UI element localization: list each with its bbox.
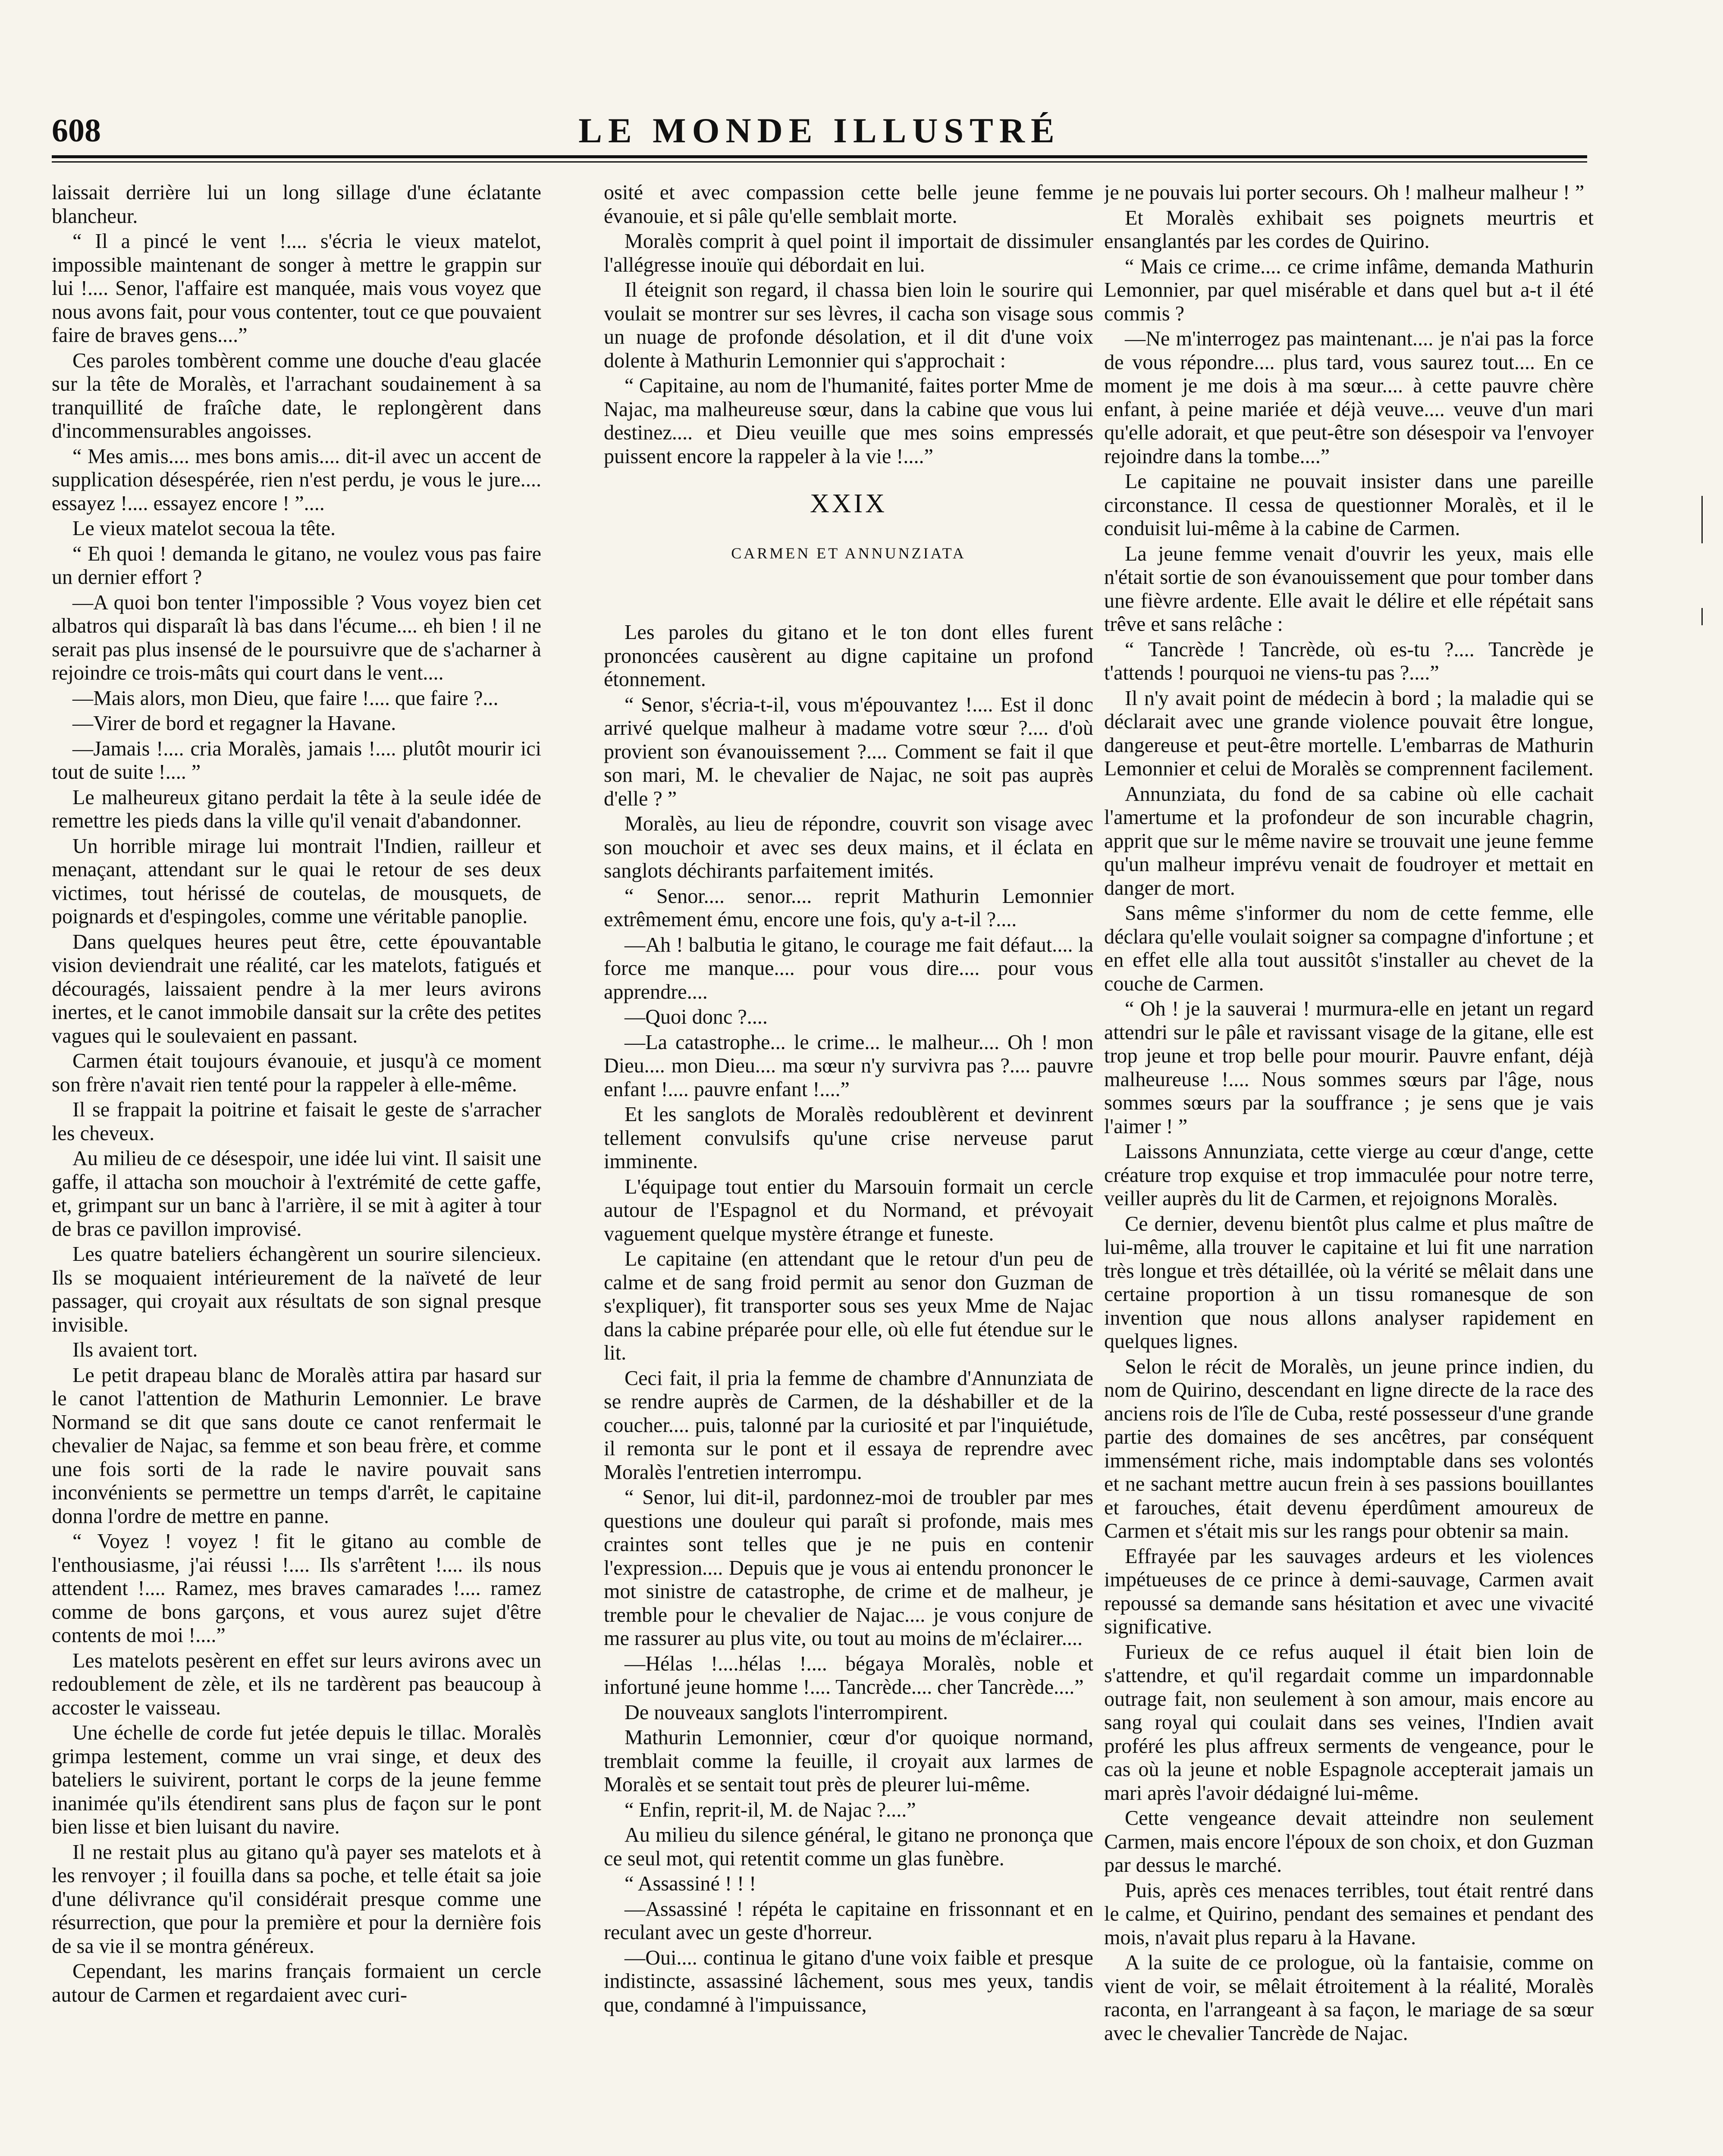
paragraph: Moralès, au lieu de répondre, couvrit son visage avec son mouchoir et avec ses deux mains, et il éclata en sanglots déchirants parfaitement imités. — [604, 812, 1093, 882]
paragraph: Carmen était toujours évanouie, et jusqu'à ce moment son frère n'avait rien tenté pour la rappeler à elle-même. — [52, 1050, 541, 1096]
paragraph: osité et avec compassion cette belle jeune femme évanouie, et si pâle qu'elle semblait morte. — [604, 181, 1093, 228]
page-number: 608 — [52, 113, 101, 149]
paragraph: Ces paroles tombèrent comme une douche d'eau glacée sur la tête de Moralès, et l'arrachant soudainement à sa tranquillité de fraîche date, le replongèrent dans d'incommensurables angoisses. — [52, 349, 541, 442]
header-rule-thick — [52, 155, 1587, 158]
paragraph: —Oui.... continua le gitano d'une voix faible et presque indistincte, assassiné lâchement, sous mes yeux, tandis que, condamné à l'impuissance, — [604, 1946, 1093, 2016]
paragraph: Le capitaine (en attendant que le retour d'un peu de calme et de sang froid permit au senor don Guzman de s'expliquer), fit transporter sous ses yeux Mme de Najac dans la cabine préparée pour elle, où elle fut étendue sur le lit. — [604, 1247, 1093, 1364]
paragraph: Au milieu de ce désespoir, une idée lui vint. Il saisit une gaffe, il attacha son mouchoir à l'extrémité de cette gaffe, et, grimpant sur un banc à l'arrière, il se mit à agiter à tour de bras ce pavillon improvisé. — [52, 1147, 541, 1241]
paragraph: Il n'y avait point de médecin à bord ; la maladie qui se déclarait avec une grande violence pouvait être longue, dangereuse et peut-être mortelle. L'embarras de Mathurin Lemonnier et celui de Moralès se comprennent facilement. — [1104, 686, 1594, 780]
paragraph: —La catastrophe... le crime... le malheur.... Oh ! mon Dieu.... mon Dieu.... ma sœur n'y survivra pas ?.... pauvre enfant !.... pauvre enfant !....” — [604, 1031, 1093, 1101]
paragraph: —Quoi donc ?.... — [625, 1006, 768, 1028]
paragraph: Sans même s'informer du nom de cette femme, elle déclara qu'elle voulait soigner sa compagne d'infortune ; et en effet elle alla tout aussitôt s'installer au chevet de la couche de Carmen. — [1104, 902, 1594, 995]
paragraph: Annunziata, du fond de sa cabine où elle cachait l'amertume et la profondeur de son incurable chagrin, apprit que sur le même navire se trouvait une jeune femme qu'un malheur imprévu venait de foudroyer et mettait en danger de mort. — [1104, 782, 1594, 899]
paragraph: Mathurin Lemonnier, cœur d'or quoique normand, tremblait comme la feuille, il croyait aux larmes de Moralès et se sentait tout près de pleurer lui-même. — [604, 1726, 1093, 1796]
paragraph: je ne pouvais lui porter secours. Oh ! malheur malheur ! ” — [1104, 181, 1585, 204]
paragraph: Et Moralès exhibait ses poignets meurtris et ensanglantés par les cordes de Quirino. — [1104, 206, 1594, 253]
text-column-3 — [1104, 181, 1594, 2156]
column-divider — [1701, 608, 1703, 625]
paragraph: —Mais alors, mon Dieu, que faire !.... que faire ?... — [72, 686, 499, 710]
paragraph: “ Enfin, reprit-il, M. de Najac ?....” — [625, 1798, 916, 1821]
paragraph: Un horrible mirage lui montrait l'Indien, railleur et menaçant, attendant sur le quai le retour de ses deux victimes, tout hérissé de coutelas, de mousquets, de poignards et d'espingoles, comme une véritable panoplie. — [52, 834, 541, 928]
paragraph: laissait derrière lui un long sillage d'une éclatante blancheur. — [52, 181, 541, 228]
paragraph: Une échelle de corde fut jetée depuis le tillac. Moralès grimpa lestement, comme un vrai singe, et deux des bateliers le suivirent, portant le corps de la jeune femme inanimée qu'ils étendirent sans plus de façon sur le pont bien lisse et bien luisant du navire. — [52, 1721, 541, 1838]
paragraph: —Jamais !.... cria Moralès, jamais !.... plutôt mourir ici tout de suite !.... ” — [52, 737, 541, 783]
text-column-1 — [52, 181, 541, 2156]
paragraph: “ Mes amis.... mes bons amis.... dit-il avec un accent de supplication désespérée, rien n'est perdu, je vous le jure.... essayez !.... essayez encore ! ”.... — [52, 445, 541, 515]
paragraph: L'équipage tout entier du Marsouin formait un cercle autour de l'Espagnol et du Normand, et prévoyait vaguement quelque mystère étrange et funeste. — [604, 1175, 1093, 1245]
paragraph: “ Tancrède ! Tancrède, où es-tu ?.... Tancrède je t'attends ! pourquoi ne viens-tu pas ?....” — [1104, 638, 1594, 684]
paragraph: Il ne restait plus au gitano qu'à payer ses matelots et à les renvoyer ; il fouilla dans sa poche, et telle était sa joie d'une délivrance qu'il considérait presque comme une résurrection, que pour la première et pour la dernière fois de sa vie il se montra généreux. — [52, 1840, 541, 1958]
paragraph: Il éteignit son regard, il chassa bien loin le sourire qui voulait se montrer sur ses lèvres, il cacha son visage sous un nuage de profonde désolation, et il dit d'une voix dolente à Mathurin Lemonnier qui s'approchait : — [604, 279, 1093, 372]
chapter-title: CARMEN ET ANNUNZIATA — [731, 544, 966, 562]
paragraph: Furieux de ce refus auquel il était bien loin de s'attendre, et qu'il regardait comme un impardonnable outrage fait, non seulement à son amour, mais encore au sang royal qui coulait dans ses veines, l'Indien avait proféré les plus affreux serments de vengeance, pour le cas où la jeune et noble Espagnole accepterait jamais un mari après l'avoir dédaigné lui-même. — [1104, 1640, 1594, 1805]
paragraph: Les quatre bateliers échangèrent un sourire silencieux. Ils se moquaient intérieurement de la naïveté de leur passager, qui croyait aux résultats de son signal presque invisible. — [52, 1243, 541, 1336]
paragraph: —Assassiné ! répéta le capitaine en frissonnant et en reculant avec un geste d'horreur. — [604, 1897, 1093, 1944]
paragraph: La jeune femme venait d'ouvrir les yeux, mais elle n'était sortie de son évanouissement que pour tomber dans une fièvre ardente. Elle avait le délire et elle répétait sans trêve et sans relâche : — [1104, 542, 1594, 636]
paragraph: Effrayée par les sauvages ardeurs et les violences impétueuses de ce prince à demi-sauvage, Carmen avait repoussé sa demande sans hésitation et avec une vivacité significative. — [1104, 1545, 1594, 1638]
paragraph: A la suite de ce prologue, où la fantaisie, comme on vient de voir, se mêlait étroitement à la réalité, Moralès raconta, en l'arrangeant à sa façon, le mariage de sa sœur avec le chevalier Tancrède de Najac. — [1104, 1951, 1594, 2045]
paragraph: Le vieux matelot secoua la tête. — [72, 517, 336, 540]
paragraph: Il se frappait la poitrine et faisait le geste de s'arracher les cheveux. — [52, 1098, 541, 1145]
paragraph: Cependant, les marins français formaient un cercle autour de Carmen et regardaient avec curi- — [52, 1960, 541, 2006]
chapter-number: XXIX — [810, 489, 887, 518]
paragraph: Au milieu du silence général, le gitano ne prononça que ce seul mot, qui retentit comme un glas funèbre. — [604, 1824, 1093, 1870]
text-column-2 — [604, 181, 1093, 2156]
paragraph: —Virer de bord et regagner la Havane. — [72, 712, 396, 735]
header-rule-thin — [52, 161, 1587, 163]
paragraph: Selon le récit de Moralès, un jeune prince indien, du nom de Quirino, descendant en ligne directe de la race des anciens rois de l'île de Cuba, resté possesseur d'une grande partie des domaines de ses ancêtres, par conséquent immensément riche, mais indomptable dans ses volontés et ne sachant mettre aucun frein à ses passions bouillantes et farouches, était devenu éperdûment amoureux de Carmen et s'était mis sur les rangs pour obtenir sa main. — [1104, 1355, 1594, 1542]
column-divider — [1701, 496, 1703, 543]
paragraph: “ Mais ce crime.... ce crime infâme, demanda Mathurin Lemonnier, par quel misérable et dans quel but a-t il été commis ? — [1104, 255, 1594, 325]
paragraph: “ Voyez ! voyez ! fit le gitano au comble de l'enthousiasme, j'ai réussi !.... Ils s'arrêtent !.... ils nous attendent !.... Ramez, mes braves camarades !.... ramez comme de bons garçons, et vous aurez sujet d'être contents de moi !....” — [52, 1530, 541, 1647]
paragraph: —Ah ! balbutia le gitano, le courage me fait défaut.... la force me manque.... pour vous dire.... pour vous apprendre.... — [604, 933, 1093, 1003]
paragraph: Les matelots pesèrent en effet sur leurs avirons avec un redoublement de zèle, et ils ne tardèrent pas beaucoup à accoster le vaisseau. — [52, 1649, 541, 1719]
paragraph: —Hélas !....hélas !.... bégaya Moralès, noble et infortuné jeune homme !.... Tancrède.... cher Tancrède....” — [604, 1652, 1093, 1698]
paragraph: “ Senor, lui dit-il, pardonnez-moi de troubler par mes questions une douleur qui paraît si profonde, mais mes craintes sont telles que je ne puis en contenir l'expression.... Depuis que je vous ai entendu prononcer le mot sinistre de catastrophe, de crime et de malheur, je tremble pour le chevalier de Najac.... je vous conjure de me rassurer au plus vite, ou tout au moins de m'éclairer.... — [604, 1486, 1093, 1650]
paragraph: Ceci fait, il pria la femme de chambre d'Annunziata de se rendre auprès de Carmen, de la déshabiller et de la coucher.... puis, talonné par la curiosité et par l'inquiétude, il remonta sur le pont et il essaya de reprendre avec Moralès l'entretien interrompu. — [604, 1366, 1093, 1484]
paragraph: Moralès comprit à quel point il importait de dissimuler l'allégresse inouïe qui débordait en lui. — [604, 230, 1093, 276]
paragraph: “ Senor, s'écria-t-il, vous m'épouvantez !.... Est il donc arrivé quelque malheur à madame votre sœur ?.... d'où provient son évanouissement ?.... Comment se fait il que son mari, M. le chevalier de Najac, ne soit pas auprès d'elle ? ” — [604, 693, 1093, 810]
paragraph: Cette vengeance devait atteindre non seulement Carmen, mais encore l'époux de son choix, et don Guzman par dessus le marché. — [1104, 1807, 1594, 1877]
paragraph: “ Oh ! je la sauverai ! murmura-elle en jetant un regard attendri sur le pâle et ravissant visage de la gitane, elle est trop jeune et trop belle pour mourir. Pauvre enfant, déjà malheureuse !.... Nous sommes sœurs par l'âge, nous sommes sœurs par la souffrance ; je sens que je vais l'aimer ! ” — [1104, 997, 1594, 1138]
paragraph: Et les sanglots de Moralès redoublèrent et devinrent tellement convulsifs qu'une crise nerveuse parut imminente. — [604, 1103, 1093, 1173]
paragraph: Le capitaine ne pouvait insister dans une pareille circonstance. Il cessa de questionner Moralès, et il le conduisit lui-même à la cabine de Carmen. — [1104, 470, 1594, 540]
paragraph: Les paroles du gitano et le ton dont elles furent prononcées causèrent au digne capitaine un profond étonnement. — [604, 621, 1093, 691]
paragraph: “ Assassiné ! ! ! — [625, 1872, 756, 1895]
paragraph: Le petit drapeau blanc de Moralès attira par hasard sur le canot l'attention de Mathurin Lemonnier. Le brave Normand se dit que sans doute ce canot renfermait le chevalier de Najac, sa femme et son beau frère, et comme une fois sorti de la rade le navire pouvait sans inconvénients se permettre un temps d'arrêt, le capitaine donna l'ordre de mettre en panne. — [52, 1363, 541, 1528]
paragraph: Dans quelques heures peut être, cette épouvantable vision deviendrait une réalité, car les matelots, fatigués et découragés, laissaient pendre à la mer leurs avirons inertes, et le canot immobile dansait sur la crête des petites vagues qui le soulevaient en passant. — [52, 930, 541, 1047]
paragraph: Le malheureux gitano perdait la tête à la seule idée de remettre les pieds dans la ville qu'il venait d'abandonner. — [52, 786, 541, 832]
paragraph: Laissons Annunziata, cette vierge au cœur d'ange, cette créature trop exquise et trop immaculée pour notre terre, veiller auprès du lit de Carmen, et rejoignons Moralès. — [1104, 1140, 1594, 1210]
paragraph: “ Capitaine, au nom de l'humanité, faites porter Mme de Najac, ma malheureuse sœur, dans la cabine que vous lui destinez.... et Dieu veuille que mes soins empressés puissent encore la rappeler à la vie !....” — [604, 374, 1093, 468]
paragraph: “ Senor.... senor.... reprit Mathurin Lemonnier extrêmement ému, encore une fois, qu'y a-t-il ?.... — [604, 884, 1093, 931]
paragraph: —Ne m'interrogez pas maintenant.... je n'ai pas la force de vous répondre.... plus tard, vous saurez tout.... En ce moment je me dois à ma sœur.... à cette pauvre chère enfant, à peine mariée et déjà veuve.... veuve d'un mari qu'elle adorait, et que peut-être son désespoir va l'envoyer rejoindre dans la tombe....” — [1104, 327, 1594, 468]
paragraph: “ Il a pincé le vent !.... s'écria le vieux matelot, impossible maintenant de songer à mettre le grappin sur lui !.... Senor, l'affaire est manquée, mais vous voyez que nous avons fait, pour vous contenter, tout ce que pouvaient faire de braves gens....” — [52, 230, 541, 347]
page-header — [52, 111, 1587, 150]
journal-title: LE MONDE ILLUSTRÉ — [578, 111, 1061, 150]
paragraph: —A quoi bon tenter l'impossible ? Vous voyez bien cet albatros qui disparaît là bas dans l'écume.... eh bien ! il ne serait pas plus insensé de le poursuivre que de s'acharner à rejoindre ce trois-mâts qui court dans le vent.... — [52, 591, 541, 684]
paragraph: “ Eh quoi ! demanda le gitano, ne voulez vous pas faire un dernier effort ? — [52, 542, 541, 589]
paragraph: Ce dernier, devenu bientôt plus calme et plus maître de lui-même, alla trouver le capitaine et lui fit une narration très longue et très détaillée, où la vérité se mêlait dans une certaine proportion à un tissu romanesque de son invention que nous allons analyser rapidement en quelques lignes. — [1104, 1212, 1594, 1353]
paragraph: Puis, après ces menaces terribles, tout était rentré dans le calme, et Quirino, pendant des semaines et pendant des mois, n'avait plus reparu à la Havane. — [1104, 1879, 1594, 1949]
paragraph: Ils avaient tort. — [72, 1338, 198, 1361]
paragraph: De nouveaux sanglots l'interrompirent. — [625, 1701, 948, 1724]
